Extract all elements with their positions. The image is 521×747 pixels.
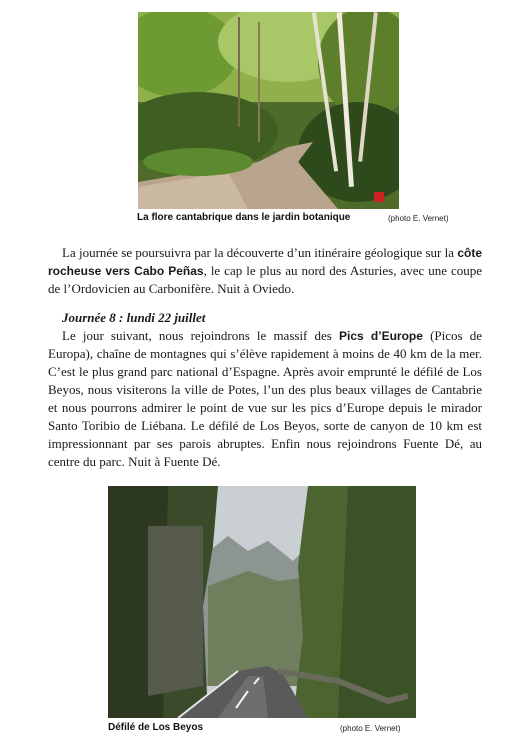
day8-section xyxy=(48,309,482,471)
figure-caption: Défilé de Los Beyos xyxy=(108,722,204,733)
paragraph-text: (Picos de Europa), chaîne de montagnes qui s’élève rapidement à moins de 40 km de la mer. C’est le plus grand parc national d’Espagne. Après avoir emprunté le défilé de Los Beyos, nous visiterons la ville de Potes, l’un des plus beaux villages de Cantabrie et nous pourrons admirer le point de vue sur les pics d’Europe depuis le mirador Santo Toribio de Liébana. Le défilé de Los Beyos, sorte de canyon de 10 km est impressionnant par ses parois abruptes. Enfin nous rejoindrons Fuente Dé, au centre du parc. Nuit à Fuente Dé. xyxy=(48,328,482,469)
paragraph-cabo-penas xyxy=(48,244,482,298)
place-name-bold: côte rocheuse vers Cabo Peñas xyxy=(48,246,482,278)
paragraph-text: La journée se poursuivra par la découverte d’un itinéraire géologique sur la xyxy=(62,245,458,260)
photo-credit: (photo E. Vernet) xyxy=(340,724,401,733)
botanical-garden-photo xyxy=(138,12,399,209)
figure-caption: La flore cantabrique dans le jardin botanique xyxy=(137,212,351,223)
los-beyos-photo xyxy=(108,486,416,718)
photo-credit: (photo E. Vernet) xyxy=(388,214,449,223)
paragraph-text: , le cap le plus au nord des Asturies, avec une coupe de l’Ordovicien au Carbonifère. Nuit à Oviedo. xyxy=(48,263,482,296)
paragraph-text: Le jour suivant, nous rejoindrons le massif des xyxy=(62,328,340,343)
day8-heading: Journée 8 : lundi 22 juillet xyxy=(62,310,206,325)
place-name-bold: Pics d’Europe xyxy=(339,329,423,343)
